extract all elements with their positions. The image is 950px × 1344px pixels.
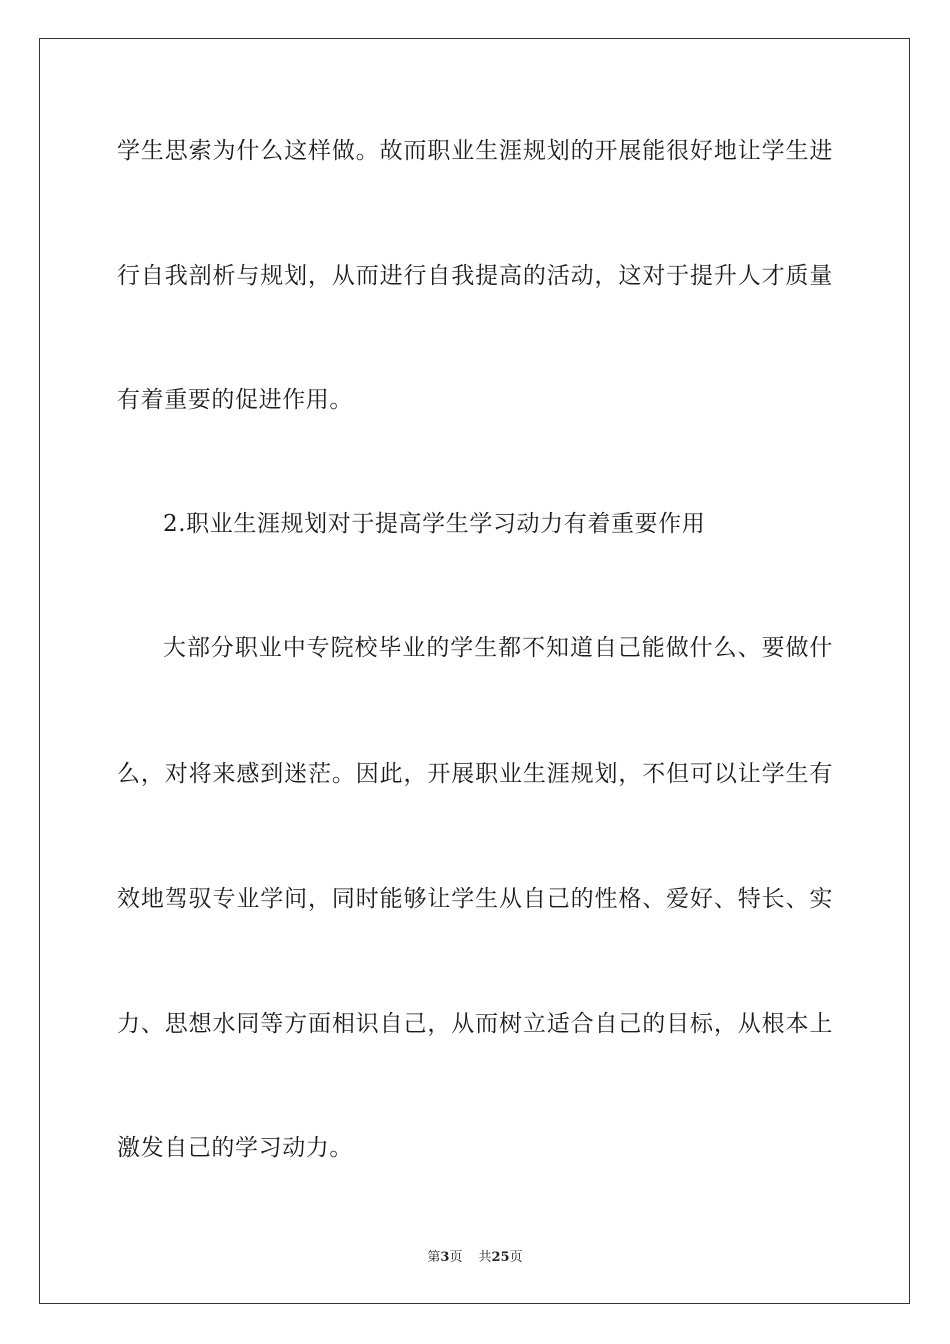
body-text-line: 大部分职业中专院校毕业的学生都不知道自己能做什么、要做什	[163, 635, 833, 661]
page-prefix: 第	[427, 1250, 441, 1265]
body-text-line: 力、思想水同等方面相识自己，从而树立适合自己的目标，从根本上	[117, 1011, 833, 1037]
page-suffix: 页	[449, 1250, 463, 1265]
body-text-line: 效地驾驭专业学问，同时能够让学生从自己的性格、爱好、特长、实	[117, 886, 833, 912]
total-suffix: 页	[509, 1250, 523, 1265]
body-text-line: 有着重要的促进作用。	[117, 387, 353, 413]
total-prefix: 共	[478, 1250, 492, 1265]
section-heading: 2.职业生涯规划对于提高学生学习动力有着重要作用	[163, 511, 706, 537]
body-text-line: 行自我剖析与规划，从而进行自我提高的活动，这对于提升人才质量	[117, 263, 833, 289]
total-pages: 25	[491, 1250, 510, 1265]
page-footer	[0, 1249, 950, 1267]
body-text-line: 么，对将来感到迷茫。因此，开展职业生涯规划，不但可以让学生有	[117, 761, 833, 787]
page-frame	[39, 38, 910, 1304]
page-number: 3	[440, 1250, 450, 1265]
body-text-line: 激发自己的学习动力。	[117, 1135, 353, 1161]
body-text-line: 学生思索为什么这样做。故而职业生涯规划的开展能很好地让学生进	[117, 138, 833, 164]
